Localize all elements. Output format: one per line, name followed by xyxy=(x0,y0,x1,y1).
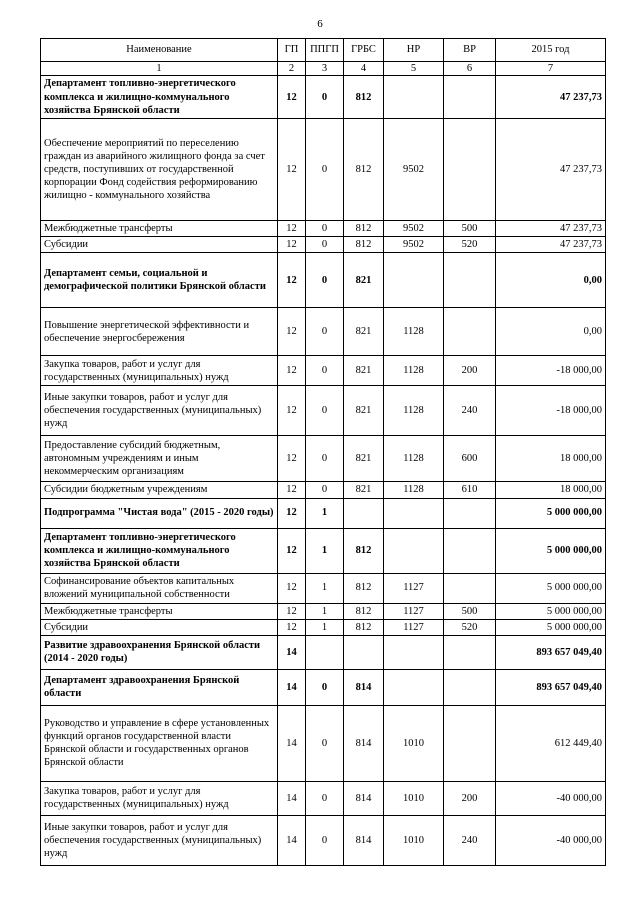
cell-ppgp: 1 xyxy=(306,498,344,528)
table-row xyxy=(41,669,606,705)
cell-gp: 12 xyxy=(278,356,306,386)
table-row xyxy=(41,573,606,603)
cell-gp: 12 xyxy=(278,482,306,498)
cell-ppgp: 0 xyxy=(306,221,344,237)
table-row xyxy=(41,253,606,308)
cell-gp: 12 xyxy=(278,308,306,356)
table-row xyxy=(41,436,606,482)
cell-vr: 600 xyxy=(444,436,496,482)
cell-ppgp: 1 xyxy=(306,573,344,603)
cell-vr: 240 xyxy=(444,386,496,436)
col-number: 7 xyxy=(496,62,606,76)
cell-nr: 9502 xyxy=(384,221,444,237)
cell-amount: 612 449,40 xyxy=(496,705,606,781)
cell-grbs: 821 xyxy=(344,482,384,498)
cell-grbs xyxy=(344,498,384,528)
cell-gp: 12 xyxy=(278,528,306,573)
cell-ppgp: 0 xyxy=(306,119,344,221)
cell-grbs: 812 xyxy=(344,603,384,619)
cell-vr: 520 xyxy=(444,237,496,253)
cell-name: Департамент семьи, социальной и демографической политики Брянской области xyxy=(41,253,278,308)
cell-nr: 1128 xyxy=(384,308,444,356)
col-header-name: Наименование xyxy=(41,39,278,62)
cell-ppgp: 0 xyxy=(306,669,344,705)
cell-amount: 18 000,00 xyxy=(496,436,606,482)
cell-nr xyxy=(384,76,444,119)
table-row xyxy=(41,386,606,436)
cell-name: Иные закупки товаров, работ и услуг для обеспечения государственных (муниципальных) нужд xyxy=(41,386,278,436)
cell-amount: 5 000 000,00 xyxy=(496,603,606,619)
cell-gp: 12 xyxy=(278,119,306,221)
cell-ppgp: 0 xyxy=(306,76,344,119)
cell-grbs: 812 xyxy=(344,119,384,221)
cell-name: Развитие здравоохранения Брянской области (2014 - 2020 годы) xyxy=(41,635,278,669)
cell-vr: 240 xyxy=(444,815,496,865)
cell-amount: -18 000,00 xyxy=(496,386,606,436)
cell-amount: 47 237,73 xyxy=(496,237,606,253)
cell-name: Субсидии xyxy=(41,237,278,253)
cell-gp: 12 xyxy=(278,619,306,635)
column-number-row xyxy=(41,62,606,76)
table-row xyxy=(41,619,606,635)
table-row xyxy=(41,781,606,815)
cell-name: Закупка товаров, работ и услуг для государственных (муниципальных) нужд xyxy=(41,356,278,386)
cell-nr xyxy=(384,669,444,705)
cell-nr: 1127 xyxy=(384,603,444,619)
table-row xyxy=(41,221,606,237)
cell-gp: 12 xyxy=(278,253,306,308)
cell-amount: 47 237,73 xyxy=(496,221,606,237)
table-row xyxy=(41,237,606,253)
col-number: 5 xyxy=(384,62,444,76)
cell-nr: 1010 xyxy=(384,705,444,781)
cell-vr: 520 xyxy=(444,619,496,635)
col-header-gp: ГП xyxy=(278,39,306,62)
cell-gp: 12 xyxy=(278,573,306,603)
col-header-year: 2015 год xyxy=(496,39,606,62)
cell-name: Межбюджетные трансферты xyxy=(41,603,278,619)
cell-gp: 14 xyxy=(278,669,306,705)
cell-amount: -40 000,00 xyxy=(496,815,606,865)
cell-amount: 0,00 xyxy=(496,253,606,308)
cell-amount: 47 237,73 xyxy=(496,119,606,221)
cell-ppgp: 0 xyxy=(306,386,344,436)
cell-grbs: 821 xyxy=(344,386,384,436)
cell-nr: 1010 xyxy=(384,781,444,815)
table-row xyxy=(41,76,606,119)
table-row xyxy=(41,603,606,619)
cell-gp: 14 xyxy=(278,781,306,815)
cell-grbs: 812 xyxy=(344,619,384,635)
cell-amount: 5 000 000,00 xyxy=(496,619,606,635)
cell-gp: 12 xyxy=(278,386,306,436)
cell-vr: 500 xyxy=(444,603,496,619)
col-number: 4 xyxy=(344,62,384,76)
cell-nr: 1127 xyxy=(384,573,444,603)
cell-nr: 1128 xyxy=(384,386,444,436)
cell-grbs: 812 xyxy=(344,528,384,573)
cell-ppgp: 0 xyxy=(306,815,344,865)
cell-nr: 1127 xyxy=(384,619,444,635)
col-number: 2 xyxy=(278,62,306,76)
col-number: 1 xyxy=(41,62,278,76)
cell-nr xyxy=(384,528,444,573)
table-row xyxy=(41,635,606,669)
table-row xyxy=(41,815,606,865)
table-row xyxy=(41,498,606,528)
cell-gp: 12 xyxy=(278,237,306,253)
cell-vr: 610 xyxy=(444,482,496,498)
cell-grbs: 812 xyxy=(344,221,384,237)
cell-amount: 893 657 049,40 xyxy=(496,669,606,705)
col-number: 3 xyxy=(306,62,344,76)
cell-name: Предоставление субсидий бюджетным, автономным учреждениям и иным некоммерческим организациям xyxy=(41,436,278,482)
col-header-ppgp: ППГП xyxy=(306,39,344,62)
cell-grbs: 812 xyxy=(344,573,384,603)
cell-ppgp: 1 xyxy=(306,619,344,635)
cell-vr xyxy=(444,308,496,356)
cell-name: Департамент топливно-энергетического комплекса и жилищно-коммунального хозяйства Брянской области xyxy=(41,528,278,573)
cell-grbs: 814 xyxy=(344,705,384,781)
cell-nr: 9502 xyxy=(384,119,444,221)
cell-amount: 18 000,00 xyxy=(496,482,606,498)
cell-vr xyxy=(444,76,496,119)
cell-name: Департамент топливно-энергетического комплекса и жилищно-коммунального хозяйства Брянской области xyxy=(41,76,278,119)
cell-grbs: 814 xyxy=(344,781,384,815)
cell-vr xyxy=(444,705,496,781)
cell-vr xyxy=(444,119,496,221)
col-header-vr: ВР xyxy=(444,39,496,62)
page-number: 6 xyxy=(317,18,323,30)
cell-amount: 5 000 000,00 xyxy=(496,528,606,573)
cell-ppgp: 1 xyxy=(306,603,344,619)
cell-amount: 0,00 xyxy=(496,308,606,356)
cell-grbs: 821 xyxy=(344,436,384,482)
table-row xyxy=(41,528,606,573)
cell-nr xyxy=(384,498,444,528)
cell-gp: 14 xyxy=(278,635,306,669)
cell-vr xyxy=(444,573,496,603)
cell-amount: 5 000 000,00 xyxy=(496,573,606,603)
cell-gp: 12 xyxy=(278,603,306,619)
cell-amount: 5 000 000,00 xyxy=(496,498,606,528)
table-row xyxy=(41,308,606,356)
cell-name: Субсидии бюджетным учреждениям xyxy=(41,482,278,498)
cell-nr: 1128 xyxy=(384,356,444,386)
cell-vr xyxy=(444,635,496,669)
cell-vr: 200 xyxy=(444,781,496,815)
cell-ppgp: 0 xyxy=(306,781,344,815)
cell-vr xyxy=(444,528,496,573)
cell-vr xyxy=(444,498,496,528)
cell-ppgp: 0 xyxy=(306,356,344,386)
cell-gp: 14 xyxy=(278,705,306,781)
cell-name: Департамент здравоохранения Брянской области xyxy=(41,669,278,705)
cell-name: Повышение энергетической эффективности и обеспечение энергосбережения xyxy=(41,308,278,356)
cell-ppgp: 0 xyxy=(306,237,344,253)
cell-name: Подпрограмма "Чистая вода" (2015 - 2020 годы) xyxy=(41,498,278,528)
cell-gp: 12 xyxy=(278,498,306,528)
cell-name: Руководство и управление в сфере установленных функций органов государственной власти Брянской области и государственных органов Брянской области xyxy=(41,705,278,781)
col-number: 6 xyxy=(444,62,496,76)
cell-nr: 1128 xyxy=(384,482,444,498)
cell-amount: 893 657 049,40 xyxy=(496,635,606,669)
table-row xyxy=(41,705,606,781)
cell-amount: 47 237,73 xyxy=(496,76,606,119)
col-header-grbs: ГРБС xyxy=(344,39,384,62)
cell-nr: 1010 xyxy=(384,815,444,865)
table-row xyxy=(41,119,606,221)
cell-ppgp: 0 xyxy=(306,436,344,482)
cell-gp: 12 xyxy=(278,221,306,237)
cell-vr: 500 xyxy=(444,221,496,237)
cell-nr xyxy=(384,635,444,669)
cell-nr xyxy=(384,253,444,308)
table-header xyxy=(41,39,606,76)
cell-ppgp: 0 xyxy=(306,482,344,498)
cell-gp: 12 xyxy=(278,76,306,119)
cell-ppgp: 0 xyxy=(306,253,344,308)
cell-grbs: 821 xyxy=(344,253,384,308)
cell-grbs: 814 xyxy=(344,669,384,705)
cell-name: Закупка товаров, работ и услуг для государственных (муниципальных) нужд xyxy=(41,781,278,815)
cell-name: Иные закупки товаров, работ и услуг для обеспечения государственных (муниципальных) нужд xyxy=(41,815,278,865)
cell-grbs: 814 xyxy=(344,815,384,865)
cell-grbs xyxy=(344,635,384,669)
cell-ppgp xyxy=(306,635,344,669)
table-row xyxy=(41,356,606,386)
cell-name: Софинансирование объектов капитальных вложений муниципальной собственности xyxy=(41,573,278,603)
cell-grbs: 821 xyxy=(344,356,384,386)
cell-amount: -40 000,00 xyxy=(496,781,606,815)
cell-grbs: 812 xyxy=(344,76,384,119)
header-row xyxy=(41,39,606,62)
cell-nr: 9502 xyxy=(384,237,444,253)
col-header-nr: НР xyxy=(384,39,444,62)
cell-vr xyxy=(444,669,496,705)
cell-grbs: 812 xyxy=(344,237,384,253)
table-body xyxy=(41,76,606,866)
cell-gp: 12 xyxy=(278,436,306,482)
cell-ppgp: 0 xyxy=(306,705,344,781)
cell-gp: 14 xyxy=(278,815,306,865)
cell-grbs: 821 xyxy=(344,308,384,356)
cell-ppgp: 1 xyxy=(306,528,344,573)
cell-name: Межбюджетные трансферты xyxy=(41,221,278,237)
cell-vr: 200 xyxy=(444,356,496,386)
cell-name: Субсидии xyxy=(41,619,278,635)
budget-table xyxy=(40,38,606,866)
cell-nr: 1128 xyxy=(384,436,444,482)
cell-amount: -18 000,00 xyxy=(496,356,606,386)
cell-ppgp: 0 xyxy=(306,308,344,356)
cell-name: Обеспечение мероприятий по переселению граждан из аварийного жилищного фонда за счет средств, поступивших от государственной корпорации Фонд содействия реформированию жилищно - коммунального хозяйства xyxy=(41,119,278,221)
table-row xyxy=(41,482,606,498)
cell-vr xyxy=(444,253,496,308)
